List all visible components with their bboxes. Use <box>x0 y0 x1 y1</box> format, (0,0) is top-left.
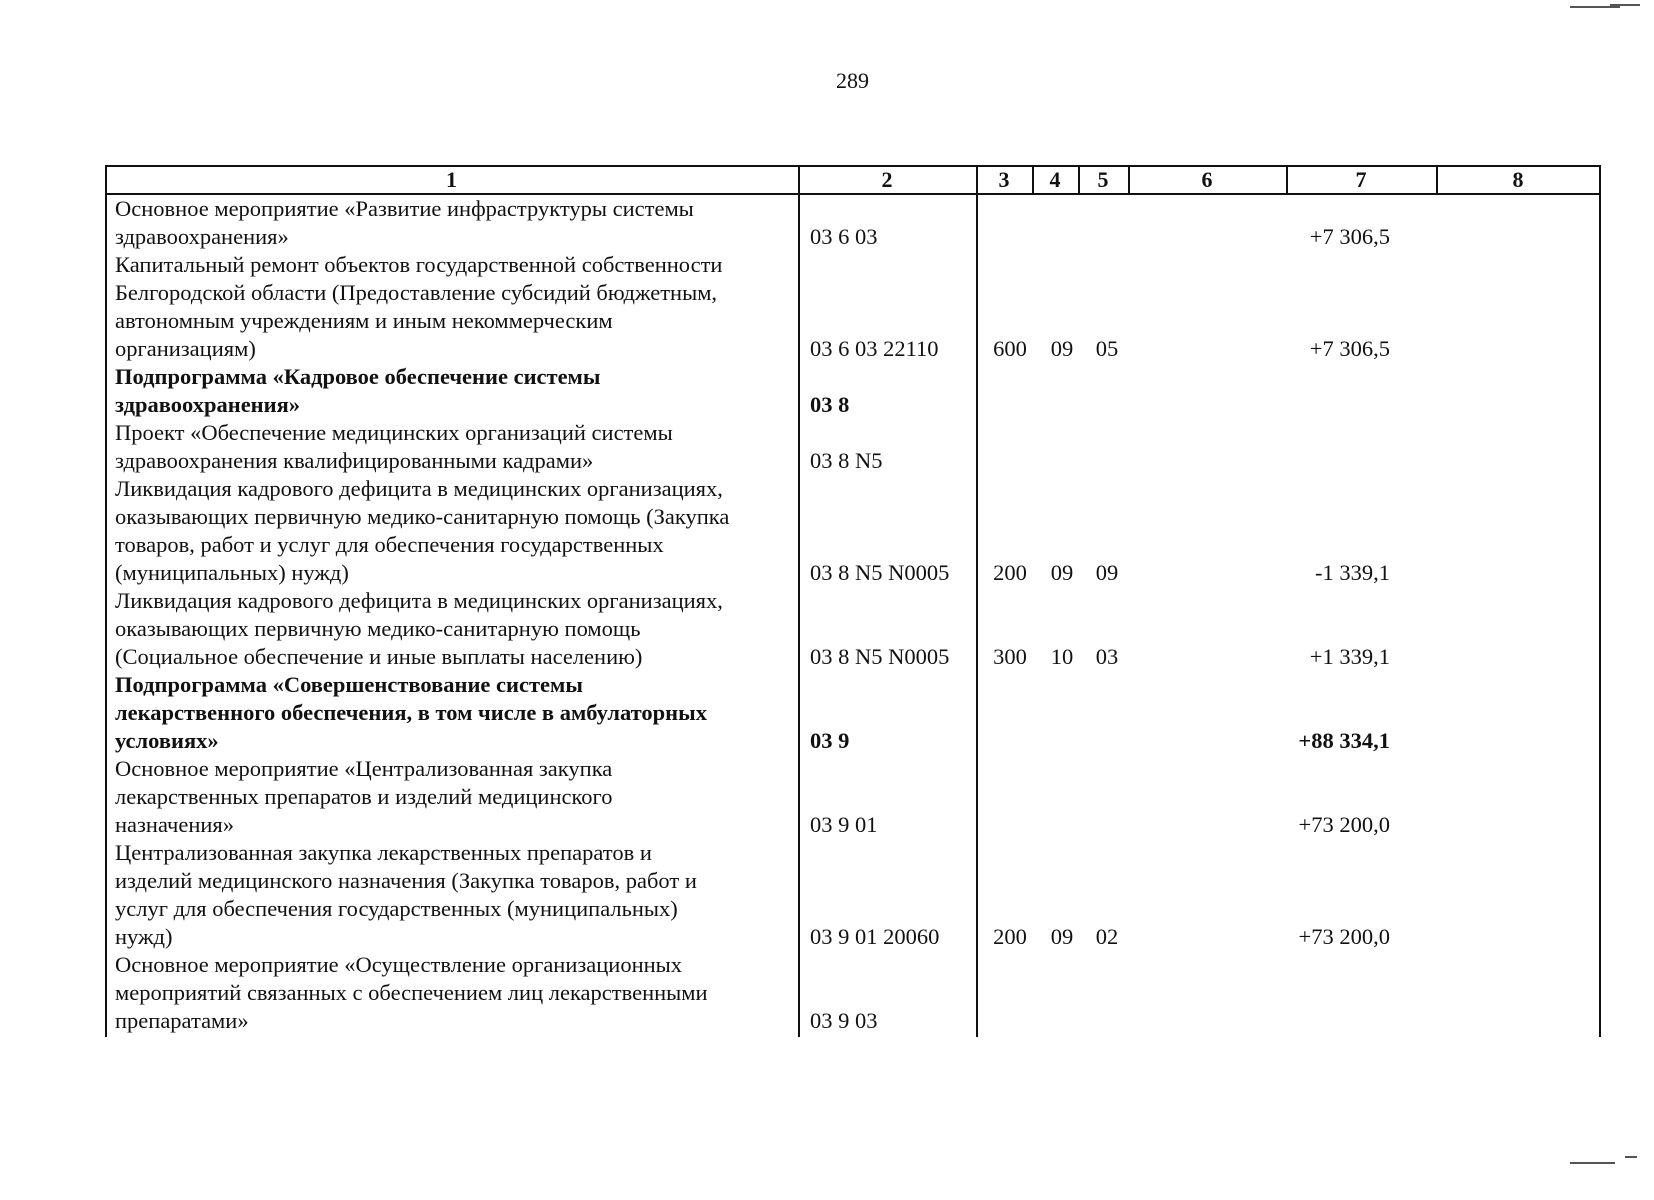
row-2-description: Капитальный ремонт объектов государственной собственности Белгородской области (Предоставление субсидий бюджетным, автономным учреждениям и иным некоммерческим организациям) <box>115 252 723 361</box>
budget-table <box>105 165 1600 1040</box>
row-3-code: 03 8 <box>810 392 850 417</box>
row-7-sum: +88 334,1 <box>1298 728 1390 753</box>
row-1-sum: +7 306,5 <box>1309 224 1390 249</box>
row-4-description: Проект «Обеспечение медицинских организаций системы здравоохранения квалифицированными кадрами» <box>115 420 673 473</box>
header-col-2: 2 <box>881 167 893 192</box>
row-8-description: Основное мероприятие «Централизованная закупка лекарственных препаратов и изделий медицинского назначения» <box>115 756 613 837</box>
row-7-code: 03 9 <box>810 728 850 753</box>
row-7-description: Подпрограмма «Совершенствование системы лекарственного обеспечения, в том числе в амбулаторных условиях» <box>115 672 707 753</box>
row-1-description: Основное мероприятие «Развитие инфраструктуры системы здравоохранения» <box>115 196 694 249</box>
row-9-rz: 09 <box>1050 924 1074 949</box>
row-9-code: 03 9 01 20060 <box>810 924 940 949</box>
header-col-1: 1 <box>446 167 457 192</box>
row-8-code: 03 9 01 <box>810 812 878 837</box>
row-9-pr: 02 <box>1095 924 1119 949</box>
scan-mark-bottom-right-2 <box>1625 1156 1637 1158</box>
row-6-sum: +1 339,1 <box>1309 644 1390 669</box>
row-9-description: Централизованная закупка лекарственных препаратов и изделий медицинского назначения (Закупка товаров, работ и услуг для обеспечения государственных (муниципальных) нужд) <box>115 840 697 949</box>
row-2-rz: 09 <box>1050 336 1074 361</box>
header-col-5: 5 <box>1097 167 1109 192</box>
row-6-description: Ликвидация кадрового дефицита в медицинских организациях, оказывающих первичную медико-санитарную помощь (Социальное обеспечение и иные выплаты населению) <box>115 588 723 669</box>
row-2-vr: 600 <box>993 336 1027 361</box>
row-6-code: 03 8 N5 N0005 <box>810 644 950 669</box>
scan-mark-top-right <box>1570 6 1620 8</box>
scan-mark-bottom-right <box>1570 1162 1615 1164</box>
row-5-vr: 200 <box>993 560 1027 585</box>
row-5-pr: 09 <box>1095 560 1119 585</box>
page-number: 289 <box>836 68 869 93</box>
row-6-rz: 10 <box>1050 644 1074 669</box>
row-10-description: Основное мероприятие «Осуществление организационных мероприятий связанных с обеспечением лиц лекарственными препаратами» <box>115 952 708 1033</box>
row-1-code: 03 6 03 <box>810 224 878 249</box>
row-5-description: Ликвидация кадрового дефицита в медицинских организациях, оказывающих первичную медико-санитарную помощь (Закупка товаров, работ и услуг для обеспечения государственных (муниципальных) нужд) <box>115 476 730 585</box>
header-col-4: 4 <box>1049 167 1061 192</box>
row-9-sum: +73 200,0 <box>1298 924 1390 949</box>
header-col-3: 3 <box>998 167 1010 192</box>
row-5-sum: -1 339,1 <box>1315 560 1390 585</box>
row-2-code: 03 6 03 22110 <box>810 336 939 361</box>
row-5-code: 03 8 N5 N0005 <box>810 560 950 585</box>
row-3-description: Подпрограмма «Кадровое обеспечение системы здравоохранения» <box>115 364 601 417</box>
row-10-code: 03 9 03 <box>810 1008 878 1033</box>
header-col-8: 8 <box>1512 167 1524 192</box>
row-6-pr: 03 <box>1095 644 1119 669</box>
row-2-pr: 05 <box>1095 336 1119 361</box>
row-2-sum: +7 306,5 <box>1309 336 1390 361</box>
scan-mark-top-right-2 <box>1610 4 1640 6</box>
row-6-vr: 300 <box>993 644 1027 669</box>
header-col-6: 6 <box>1201 167 1213 192</box>
row-8-sum: +73 200,0 <box>1298 812 1390 837</box>
row-5-rz: 09 <box>1050 560 1074 585</box>
row-9-vr: 200 <box>993 924 1027 949</box>
row-4-code: 03 8 N5 <box>810 448 883 473</box>
header-col-7: 7 <box>1355 167 1367 192</box>
